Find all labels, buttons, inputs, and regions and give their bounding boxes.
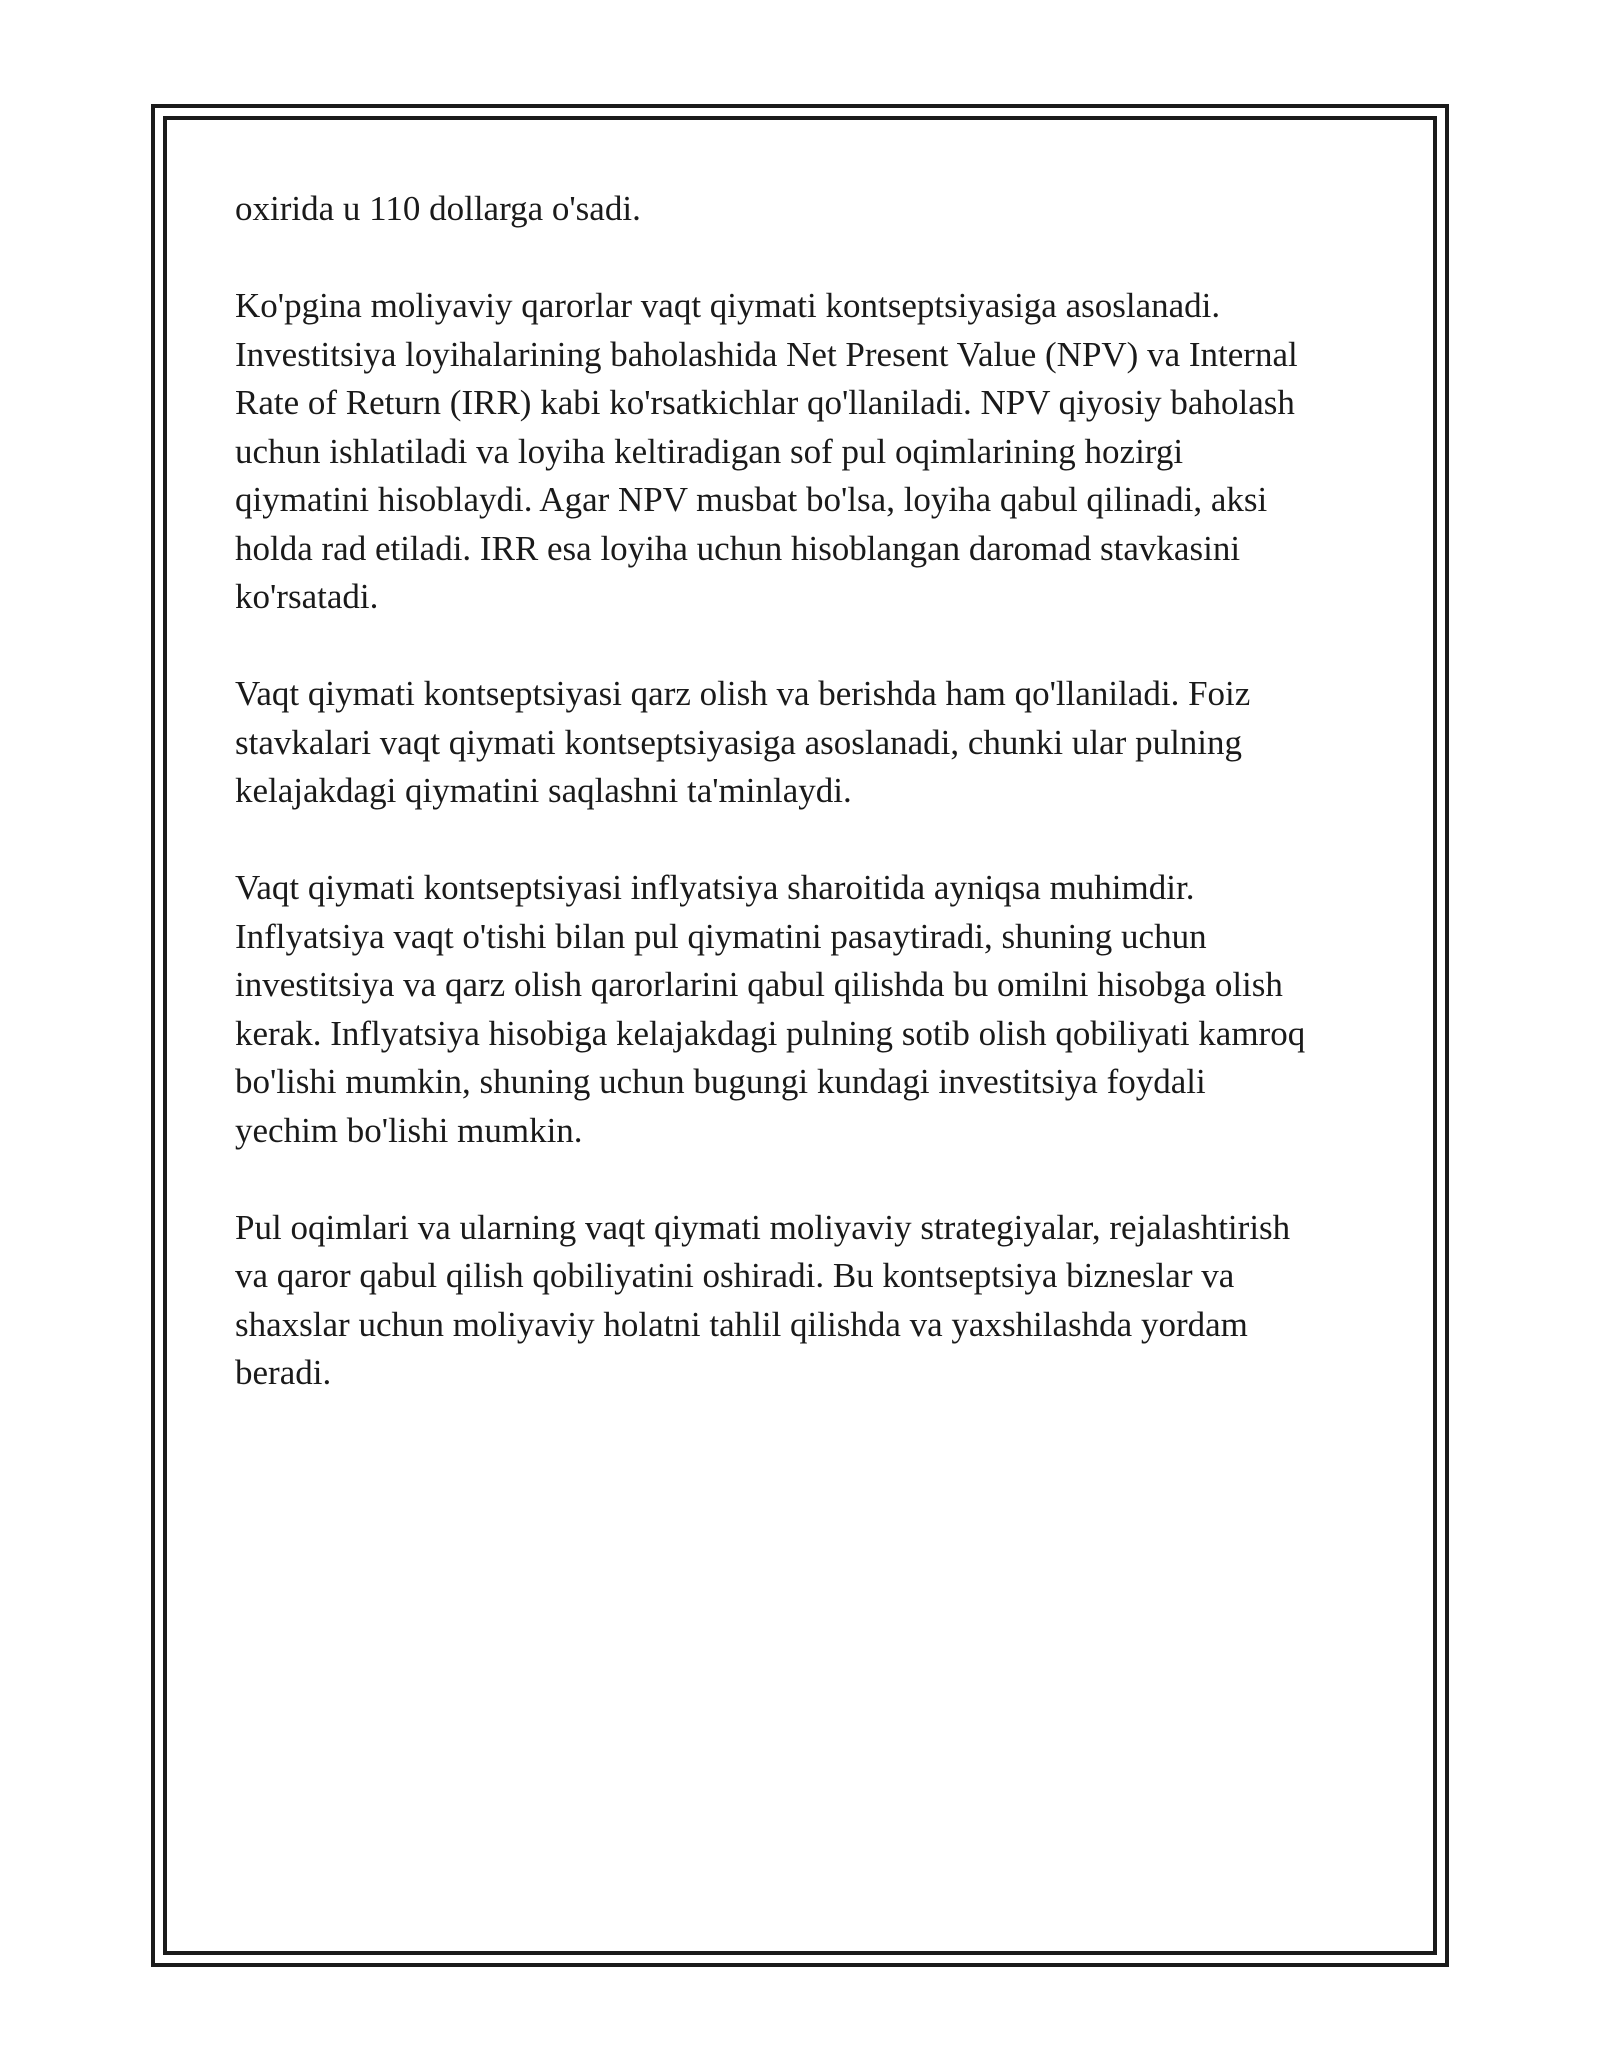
text-line: beradi.: [235, 1353, 332, 1392]
text-line: Rate of Return (IRR) kabi ko'rsatkichlar qo'llaniladi. NPV qiyosiy baholash: [235, 383, 1295, 422]
text-line: stavkalari vaqt qiymati kontseptsiyasiga asoslanadi, chunki ular pulning: [235, 722, 1243, 762]
text-line: Pul oqimlari va ularning vaqt qiymati moliyaviy strategiyalar, rejalashtirish: [235, 1207, 1291, 1247]
text-line: kelajakdagi qiymatini saqlashni ta'minlaydi.: [235, 771, 852, 810]
paragraph-2: [235, 282, 1365, 622]
text-line: Investitsiya loyihalarining baholashida Net Present Value (NPV) va Internal: [235, 334, 1298, 374]
text-line: uchun ishlatiladi va loyiha keltiradigan sof pul oqimlarining hozirgi: [235, 431, 1184, 471]
text-line: va qaror qabul qilish qobiliyatini oshiradi. Bu kontseptsiya bizneslar va: [235, 1256, 1235, 1295]
text-line: bo'lishi mumkin, shuning uchun bugungi kundagi investitsiya foydali: [235, 1062, 1206, 1101]
text-line: Vaqt qiymati kontseptsiyasi qarz olish va berishda ham qo'llaniladi. Foiz: [235, 674, 1251, 713]
paragraph-4: [235, 864, 1365, 1155]
text-line: Inflyatsiya vaqt o'tishi bilan pul qiymatini pasaytiradi, shuning uchun: [235, 916, 1207, 956]
paragraph-5: [235, 1204, 1365, 1398]
text-line: Vaqt qiymati kontseptsiyasi inflyatsiya sharoitida ayniqsa muhimdir.: [235, 868, 1195, 907]
text-line: ko'rsatadi.: [235, 577, 379, 616]
text-line: oxirida u 110 dollarga o'sadi.: [235, 189, 641, 228]
text-line: yechim bo'lishi mumkin.: [235, 1110, 583, 1150]
text-line: kerak. Inflyatsiya hisobiga kelajakdagi pulning sotib olish qobiliyati kamroq: [235, 1013, 1306, 1053]
document-body: [235, 185, 1365, 1446]
paragraph-3: [235, 670, 1365, 816]
text-line: shaxslar uchun moliyaviy holatni tahlil qilishda va yaxshilashda yordam: [235, 1304, 1248, 1344]
text-line: Ko'pgina moliyaviy qarorlar vaqt qiymati kontseptsiyasiga asoslanadi.: [235, 286, 1221, 325]
text-line: investitsiya va qarz olish qarorlarini qabul qilishda bu omilni hisobga olish: [235, 965, 1283, 1004]
paragraph-1: [235, 185, 1365, 234]
text-line: qiymatini hisoblaydi. Agar NPV musbat bo'lsa, loyiha qabul qilinadi, aksi: [235, 480, 1268, 519]
text-line: holda rad etiladi. IRR esa loyiha uchun hisoblangan daromad stavkasini: [235, 528, 1241, 568]
